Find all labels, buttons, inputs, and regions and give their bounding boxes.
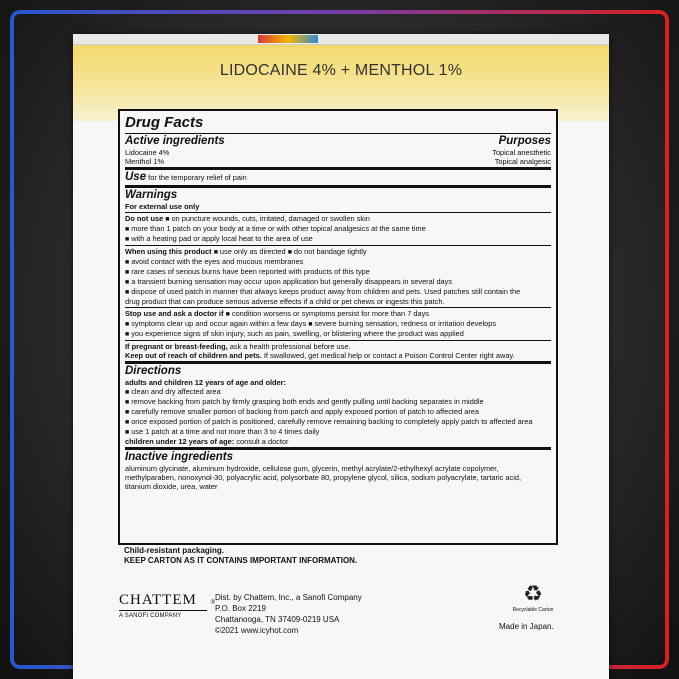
chattem-logo xyxy=(119,592,215,619)
drug-facts-title: Drug Facts xyxy=(125,114,204,131)
inactive-line: methylparaben, nonoxynol-30, polyacrylic acid, polysorbate 80, propylene glycol, silica, sodium polyacrylate, tartaric acid, xyxy=(125,473,522,482)
inactive-line: aluminum glycinate, aluminum hydroxide, cellulose gum, glycerin, methyl acrylate/2-ethylhexyl acrylate copolymer, xyxy=(125,464,499,473)
keep-carton-text: KEEP CARTON AS IT CONTAINS IMPORTANT INFORMATION. xyxy=(124,556,358,565)
do-not-use-label: Do not use xyxy=(125,214,164,223)
do-not-use-line xyxy=(125,214,551,224)
active-name: Lidocaine 4% xyxy=(125,148,170,157)
warning-item: ■ a transient burning sensation may occur upon application but generally disappears in several days xyxy=(125,277,551,287)
direction-item: ■ use 1 patch at a time and not more than 3 to 4 times daily xyxy=(125,427,551,437)
when-using-line xyxy=(125,247,551,257)
recycle-label: Recyclable Carton xyxy=(512,607,554,613)
drug-facts-panel xyxy=(118,109,558,545)
adults-label: adults and children 12 years of age and older: xyxy=(125,378,286,387)
warning-item: ■ you experience signs of skin injury, such as pain, swelling, or blistering where the product was applied xyxy=(125,329,551,339)
active-ingredients-heading: Active ingredients xyxy=(125,135,225,147)
warning-item: ■ do not bandage tightly xyxy=(288,247,367,256)
carton-top-flap xyxy=(73,34,609,45)
keep-out-line xyxy=(125,351,551,360)
inactive-line: titanium dioxide, urea, water xyxy=(125,482,218,491)
pregnant-line xyxy=(125,342,551,351)
children-label: children under 12 years of age: xyxy=(125,437,235,446)
warning-item: ■ more than 1 patch on your body at a time or with other topical analgesics at the same time xyxy=(125,224,551,234)
stop-use-label: Stop use and ask a doctor if xyxy=(125,309,224,318)
brand-name: CHATTEM xyxy=(119,592,207,611)
brand-subtitle: A SANOFI COMPANY xyxy=(119,613,182,619)
warning-item: ■ dispose of used patch in manner that always keeps product away from children and pets. Used patches still contain the xyxy=(125,287,551,297)
made-in-text: Made in Japan. xyxy=(499,622,554,631)
registered-mark: ® xyxy=(210,600,215,606)
children-line xyxy=(125,437,551,446)
product-headline: LIDOCAINE 4% + MENTHOL 1% xyxy=(219,62,463,79)
product-carton xyxy=(73,34,609,679)
brand-color-strip xyxy=(258,35,318,43)
active-name: Menthol 1% xyxy=(125,157,165,166)
direction-item: ■ clean and dry affected area xyxy=(125,387,551,397)
active-row xyxy=(125,157,551,166)
recycle-icon: ♻ xyxy=(523,581,543,606)
warning-item: ■ condition worsens or symptoms persist for more than 7 days xyxy=(226,309,429,318)
keep-out-text: If swallowed, get medical help or contact a Poison Control Center right away. xyxy=(263,351,515,360)
recyclable-carton xyxy=(493,581,573,613)
active-purpose: Topical anesthetic xyxy=(492,148,551,157)
use-heading: Use xyxy=(125,171,147,183)
pregnant-label: If pregnant or breast-feeding, xyxy=(125,342,228,351)
active-row xyxy=(125,148,551,157)
direction-item: ■ remove backing from patch by firmly grasping both ends and gently pulling until backing separates in middle xyxy=(125,397,551,407)
warning-item: ■ severe burning sensation, redness or irritation develops xyxy=(308,319,496,328)
packaging-notice xyxy=(124,546,357,566)
stop-use-line xyxy=(125,319,551,329)
child-resistant-text: Child-resistant packaging. xyxy=(124,546,225,555)
warnings-heading: Warnings xyxy=(125,189,178,201)
distributor-line: ©2021 www.icyhot.com xyxy=(215,626,299,635)
when-using-label: When using this product xyxy=(125,247,212,256)
inactive-heading: Inactive ingredients xyxy=(125,451,234,463)
pregnant-text: ask a health professional before use. xyxy=(229,342,351,351)
warning-item: ■ with a heating pad or apply local heat to the area of use xyxy=(125,234,551,244)
warning-item: ■ on puncture wounds, cuts, irritated, damaged or swollen skin xyxy=(165,214,370,223)
use-text: for the temporary relief of pain xyxy=(148,173,247,182)
direction-item: ■ once exposed portion of patch is positioned, carefully remove remaining backing to completely apply patch to affected area xyxy=(125,417,551,427)
distributor-line: P.O. Box 2219 xyxy=(215,604,266,613)
distributor-line: Chattanooga, TN 37409-0219 USA xyxy=(215,615,340,624)
directions-heading: Directions xyxy=(125,365,182,377)
external-use: For external use only xyxy=(125,202,200,211)
distributor-line: Dist. by Chattem, Inc., a Sanofi Company xyxy=(215,593,362,602)
warning-item: ■ use only as directed xyxy=(214,247,286,256)
direction-item: ■ carefully remove smaller portion of backing from patch and apply exposed portion of patch to affected area xyxy=(125,407,551,417)
distributor-info xyxy=(215,592,362,636)
children-text: consult a doctor xyxy=(236,437,289,446)
use-section xyxy=(125,171,551,184)
keep-out-label: Keep out of reach of children and pets. xyxy=(125,351,262,360)
warning-item: ■ symptoms clear up and occur again within a few days xyxy=(125,319,306,328)
warning-item: ■ rare cases of serious burns have been reported with products of this type xyxy=(125,267,551,277)
stop-use-line xyxy=(125,309,551,319)
warning-item: drug product that can produce serious adverse effects if a child or pet chews or ingests this patch. xyxy=(125,297,445,306)
active-purpose: Topical analgesic xyxy=(494,157,551,166)
warning-item: ■ avoid contact with the eyes and mucous membranes xyxy=(125,257,551,267)
purposes-heading: Purposes xyxy=(498,135,551,147)
